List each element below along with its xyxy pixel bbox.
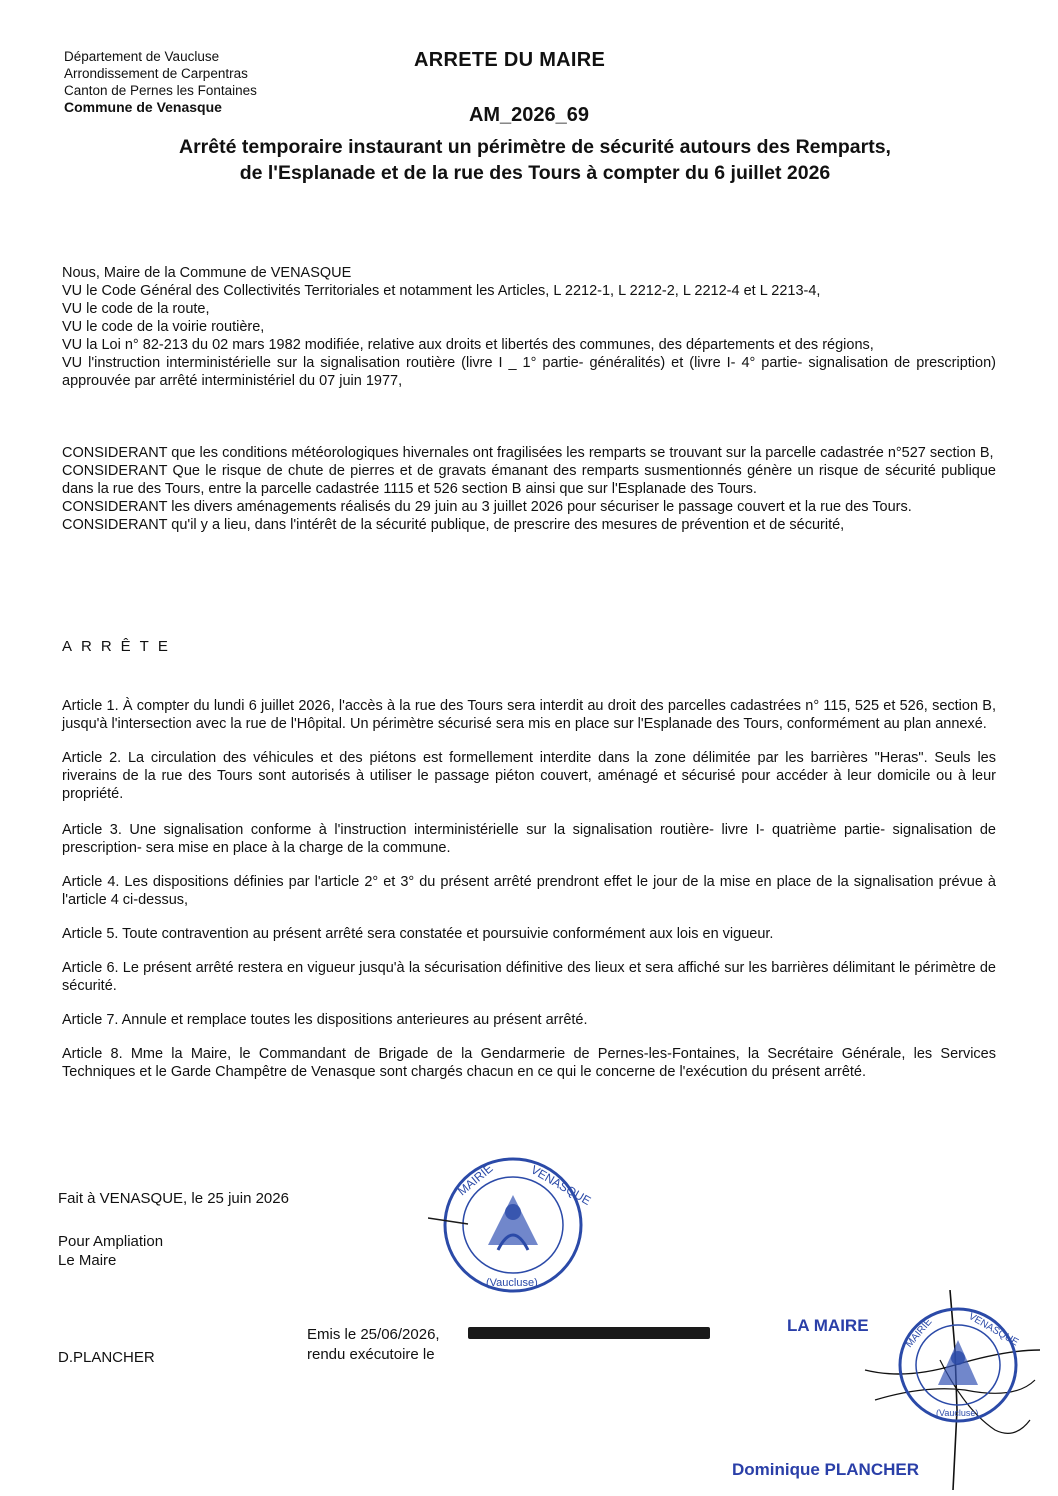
canton-line: Canton de Pernes les Fontaines bbox=[64, 83, 257, 98]
visa-line: VU l'instruction interministérielle sur la signalisation routière (livre I _ 1° partie- généralités) et (livre I- 4° partie- signalisation de prescription) approuvée par arrêté interministériel du 07 juin 1977, bbox=[62, 355, 996, 389]
visa-line: VU la Loi n° 82-213 du 02 mars 1982 modifiée, relative aux droits et libertés des communes, des départements et des régions, bbox=[62, 337, 874, 353]
visas-section bbox=[62, 264, 996, 390]
visa-line: VU le code de la route, bbox=[62, 301, 210, 317]
document-title: ARRETE DU MAIRE bbox=[414, 49, 606, 71]
considerant-paragraph: CONSIDERANT qu'il y a lieu, dans l'intérêt de la sécurité publique, de prescrire des mesures de prévention et de sécurité, bbox=[62, 517, 845, 533]
article-paragraph: Article 3. Une signalisation conforme à l'instruction interministérielle sur la signalisation routière- livre I- quatrième partie- signalisation de prescription- sera mise en place à la charge de la commune. bbox=[62, 822, 996, 856]
signer-name: D.PLANCHER bbox=[58, 1349, 155, 1366]
considerants-section bbox=[62, 444, 996, 534]
svg-text:(Vaucluse): (Vaucluse) bbox=[936, 1408, 979, 1418]
emission-block bbox=[307, 1325, 440, 1365]
considerant-paragraph: CONSIDERANT les divers aménagements réalisés du 29 juin au 3 juillet 2026 pour sécuriser le passage couvert et la rue des Tours. bbox=[62, 499, 912, 515]
ampliation-label: Pour Ampliation bbox=[58, 1233, 164, 1250]
article-paragraph: Article 6. Le présent arrêté restera en vigueur jusqu'à la sécurisation définitive des lieux et sera affiché sur les barrières délimitant le périmètre de sécurité. bbox=[62, 960, 996, 994]
arrondissement-line: Arrondissement de Carpentras bbox=[64, 66, 248, 81]
maire-name: Dominique PLANCHER bbox=[732, 1460, 919, 1479]
article-paragraph: Article 8. Mme la Maire, le Commandant de Brigade de la Gendarmerie de Pernes-les-Fontaines, la Secrétaire Générale, les Services Techniques et le Garde Champêtre de Venasque sont chargés chacun en ce qui le concerne de l'exécution du présent arrêté. bbox=[62, 1046, 996, 1080]
redaction-bar bbox=[468, 1327, 710, 1339]
executoire-label: rendu exécutoire le bbox=[307, 1346, 435, 1363]
svg-text:VENASQUE: VENASQUE bbox=[528, 1162, 594, 1208]
arrete-heading: ARRÊTE bbox=[62, 638, 177, 655]
document-reference: AM_2026_69 bbox=[468, 104, 590, 126]
svg-text:(Vaucluse): (Vaucluse) bbox=[486, 1277, 538, 1289]
subject-line: Arrêté temporaire instaurant un périmètre de sécurité autours des Remparts, bbox=[179, 136, 891, 158]
article-paragraph: Article 2. La circulation des véhicules et des piétons est formellement interdite dans la zone délimitée par les barrières "Heras". Seuls les riverains de la rue des Tours sont autorisés à utiliser le passage piéton couvert, aménagé et sécurisé pour accéder à leur domicile ou à leur propriété. bbox=[62, 750, 996, 802]
mairie-stamp-signature bbox=[888, 1300, 1028, 1430]
subject-line: de l'Esplanade et de la rue des Tours à compter du 6 juillet 2026 bbox=[239, 162, 831, 184]
articles-section bbox=[62, 697, 996, 1097]
visa-line: VU le code de la voirie routière, bbox=[62, 319, 265, 335]
departement-line: Département de Vaucluse bbox=[64, 49, 220, 64]
commune-line: Commune de Venasque bbox=[64, 99, 222, 115]
svg-text:MAIRIE: MAIRIE bbox=[903, 1316, 935, 1350]
le-maire-label: Le Maire bbox=[58, 1252, 117, 1269]
ampliation-block bbox=[58, 1232, 163, 1270]
mairie-stamp bbox=[428, 1150, 598, 1300]
maire-title: LA MAIRE bbox=[787, 1316, 869, 1335]
article-paragraph: Article 1. À compter du lundi 6 juillet 2026, l'accès à la rue des Tours sera interdit au droit des parcelles cadastrées n° 115, 525 et 526, section B, jusqu'à l'intersection avec la rue de l'Hôpital. Un périmètre sécurisé sera mis en place sur l'Esplanade des Tours, conformément au plan annexé. bbox=[62, 698, 996, 732]
visa-line: Nous, Maire de la Commune de VENASQUE bbox=[62, 265, 352, 281]
article-paragraph: Article 7. Annule et remplace toutes les dispositions anterieures au présent arrêté. bbox=[62, 1012, 588, 1028]
svg-text:MAIRIE: MAIRIE bbox=[454, 1160, 496, 1199]
considerant-paragraph: CONSIDERANT Que le risque de chute de pierres et de gravats émanant des remparts susmentionnés génère un risque de sécurité publique dans la rue des Tours, entre la parcelle cadastrée 1115 et 526 section B ainsi que sur l'Esplanade des Tours. bbox=[62, 463, 996, 497]
article-paragraph: Article 5. Toute contravention au présent arrêté sera constatée et poursuivie conformément aux lois en vigueur. bbox=[62, 926, 774, 942]
emission-date: Emis le 25/06/2026, bbox=[307, 1326, 440, 1343]
article-paragraph: Article 4. Les dispositions définies par l'article 2° et 3° du présent arrêté prendront effet le jour de la mise en place de la signalisation prévue à l'article 4 ci-dessus, bbox=[62, 874, 996, 908]
document-subject bbox=[60, 134, 1010, 186]
svg-text:VENASQUE: VENASQUE bbox=[966, 1311, 1021, 1349]
visa-line: VU le Code Général des Collectivités Territoriales et notamment les Articles, L 2212-1, L 2212-2, L 2212-4 et L 2213-4, bbox=[62, 283, 821, 299]
signature-place-date: Fait à VENASQUE, le 25 juin 2026 bbox=[58, 1190, 289, 1207]
considerant-paragraph: CONSIDERANT que les conditions météorologiques hivernales ont fragilisées les remparts se trouvant sur la parcelle cadastrée n°527 section B, bbox=[62, 445, 994, 461]
